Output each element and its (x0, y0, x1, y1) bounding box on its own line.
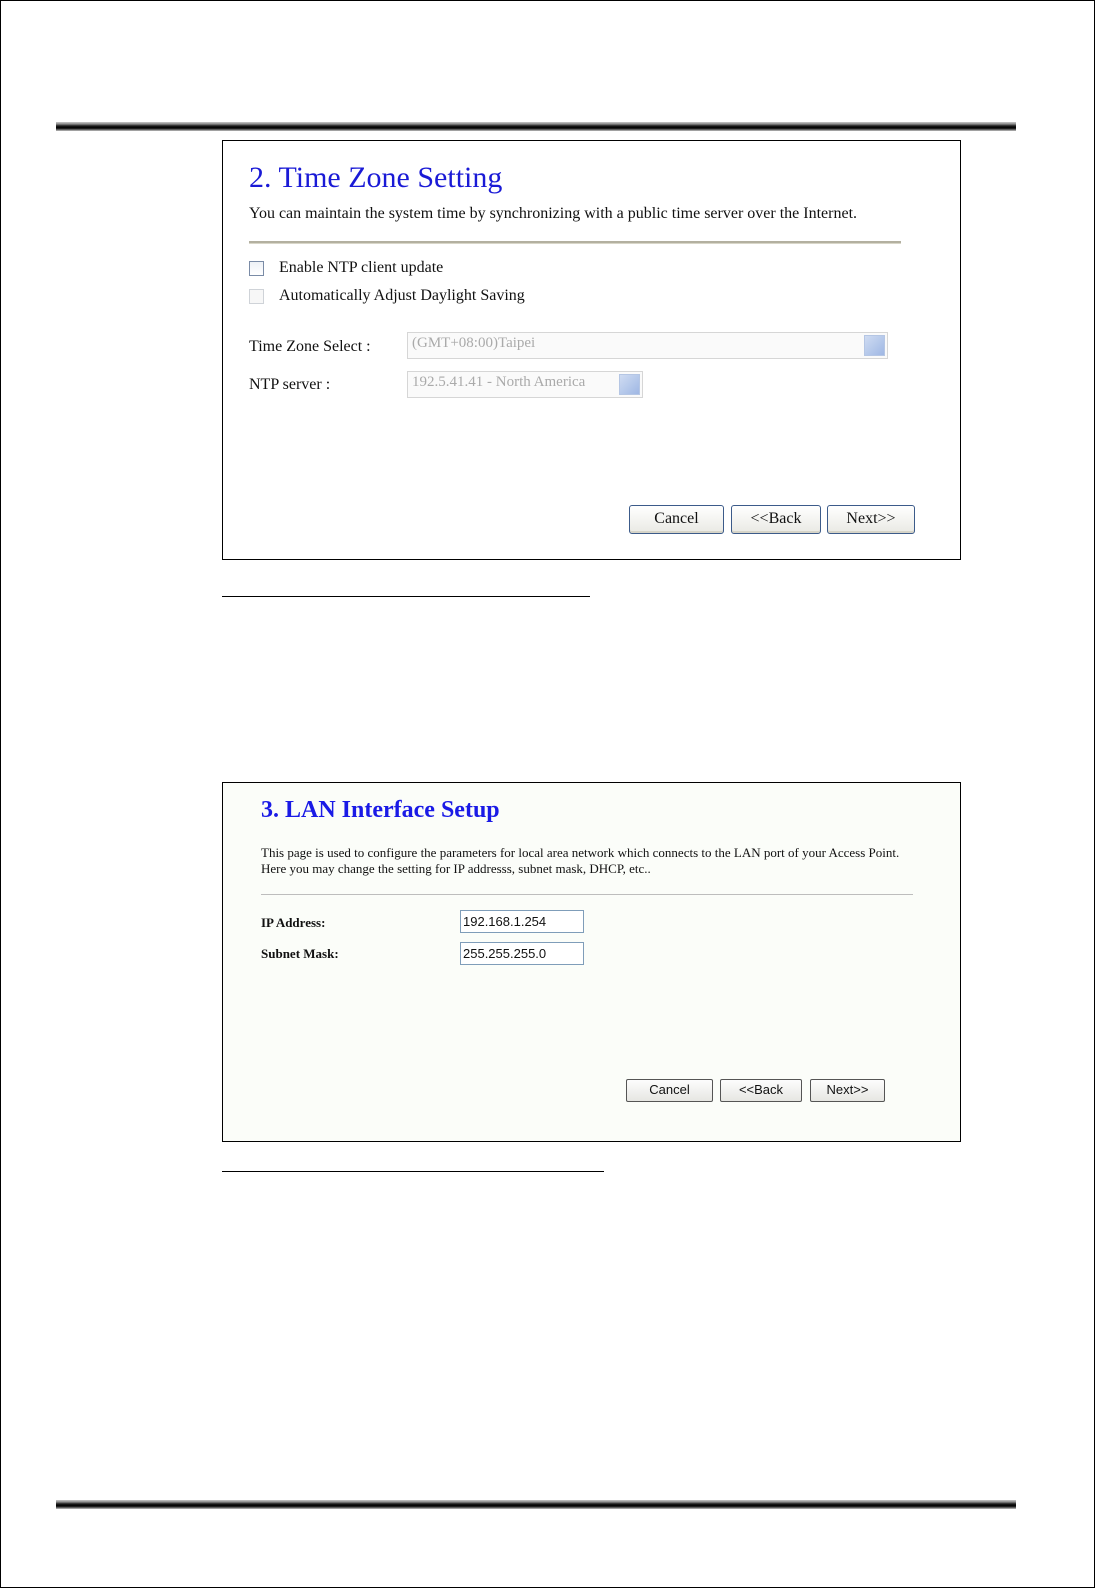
caption-underline (222, 1171, 604, 1172)
lan-setup-screenshot (222, 782, 961, 1142)
caption-underline (222, 596, 590, 597)
next-button[interactable]: Next>> (827, 505, 915, 534)
time-zone-select-value: (GMT+08:00)Taipei (412, 335, 536, 351)
subnet-mask-input[interactable]: 255.255.255.0 (460, 942, 584, 965)
divider (261, 894, 913, 895)
daylight-saving-checkbox (249, 289, 264, 304)
time-zone-select-label: Time Zone Select : (249, 338, 371, 355)
lan-description: This page is used to configure the parameters for local area network which connects to the LAN port of your Access Point. Here you may change the setting for IP addresss, subnet mask, DHCP, etc.. (261, 845, 900, 876)
chevron-down-icon (864, 335, 885, 356)
lan-title: 3. LAN Interface Setup (261, 797, 500, 823)
enable-ntp-row[interactable] (249, 259, 443, 277)
ntp-server-select (407, 371, 643, 398)
time-zone-title: 2. Time Zone Setting (249, 161, 503, 194)
enable-ntp-checkbox[interactable] (249, 261, 264, 276)
next-button[interactable]: Next>> (810, 1079, 885, 1102)
cancel-button[interactable]: Cancel (626, 1079, 713, 1102)
daylight-saving-label: Automatically Adjust Daylight Saving (279, 287, 525, 304)
time-zone-select (407, 332, 888, 359)
enable-ntp-label: Enable NTP client update (279, 259, 444, 276)
daylight-saving-row (249, 287, 525, 305)
back-button[interactable]: <<Back (720, 1079, 802, 1102)
divider (249, 241, 901, 244)
header-rule (56, 122, 1016, 131)
subnet-mask-label: Subnet Mask: (261, 946, 339, 961)
chevron-down-icon (619, 374, 640, 395)
footer-rule (56, 1500, 1016, 1509)
back-button[interactable]: <<Back (731, 505, 821, 534)
ntp-server-select-value: 192.5.41.41 - North America (412, 374, 586, 390)
ip-address-label: IP Address: (261, 915, 326, 930)
ip-address-input[interactable]: 192.168.1.254 (460, 910, 584, 933)
cancel-button[interactable]: Cancel (629, 505, 724, 534)
time-zone-screenshot (222, 140, 961, 560)
time-zone-description: You can maintain the system time by synchronizing with a public time server over the Internet. (249, 205, 858, 222)
ntp-server-label: NTP server : (249, 376, 331, 393)
